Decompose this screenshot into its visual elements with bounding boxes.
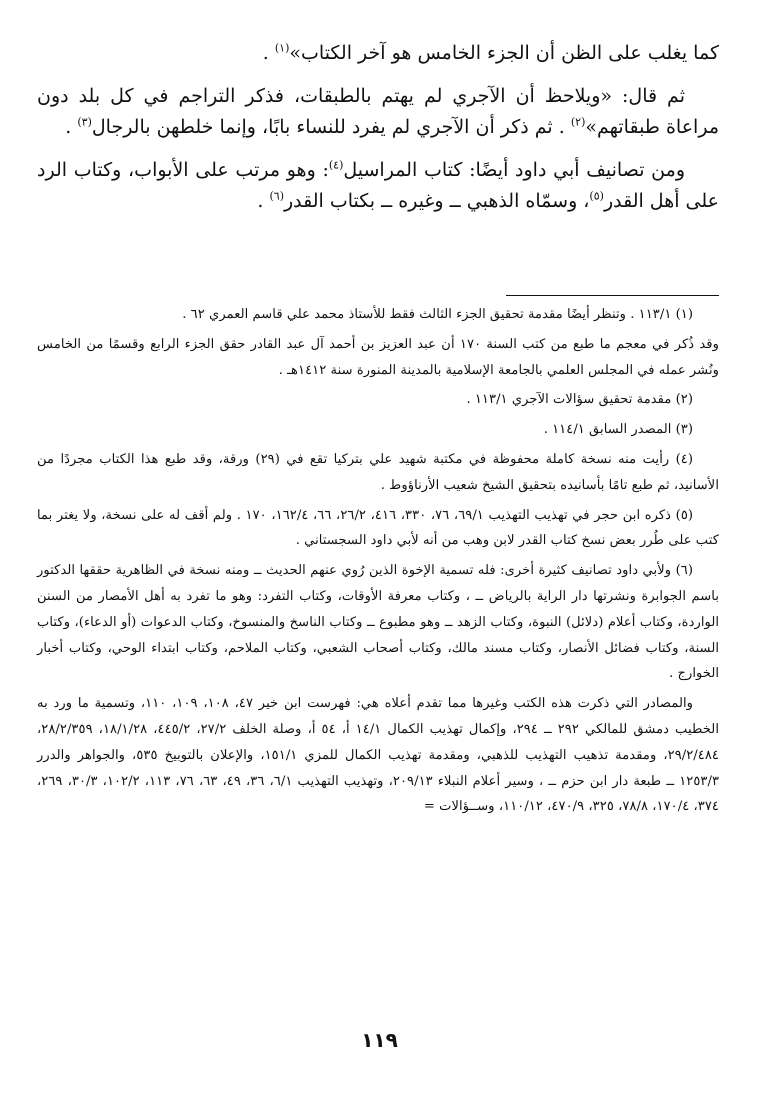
main-paragraph-3: ومن تصانيف أبي داود أيضًا: كتاب المراسيل$^{(٤)}$: وهو مرتب على الأبواب، وكتاب الرد على أهل القدر$^{(٥)}$، وسمّاه الذهبي ــ وغيره ــ بكتاب القدر$^{(٦)}$ . — [37, 158, 719, 212]
footnote-separator — [506, 295, 719, 296]
footnote-1: (١) ١١٣/١ . وتنظر أيضًا مقدمة تحقيق الجزء الثالث فقط للأستاذ محمد علي قاسم العمري ٦٢ . — [182, 307, 693, 322]
footnote-reference-marker: (٣) — [77, 115, 92, 129]
page-number: ١١٩ — [361, 1028, 398, 1052]
main-paragraph-2: ثم قال: «ويلاحظ أن الآجري لم يهتم بالطبقات، فذكر التراجم في كل بلد دون مراعاة طبقاتهم»$^{(٢)}$ . ثم ذكر أن الآجري لم يفرد للنساء بابًا، وإنما خلطهن بالرجال$^{(٣)}$ . — [37, 85, 719, 138]
footnote-5: (٥) ذكره ابن حجر في تهذيب التهذيب ٦٩/١، ٧٦، ٣٣٠، ٤١٦، ٢٦/٢، ٦٦، ١٦٢/٤، ١٧٠ . ولم أقف له على نسخة، ولا يغتر بما كتب على طُرر بعض نسخ كتاب القدر لابن وهب من أنه لأبي داود السجستاني . — [37, 507, 719, 549]
footnote-3: (٣) المصدر السابق ١١٤/١ . — [543, 422, 693, 438]
footnote-reference-marker: (٤) — [328, 158, 344, 172]
footnote-6: (٦) ولأبي داود تصانيف كثيرة أخرى: فله تسمية الإخوة الذين رُوي عنهم الحديث ــ ومنه نسخة في الظاهرية حققها الدكتور باسم الجوابرة ونشرتها دار الراية بالرياض ــ ، وكتاب معرفة الأوقات، وكتاب التفرد: وهو ما تفرد به أهل الأمصار من السنن الواردة، وكتاب أعلام (دلائل) النبوة، وكتاب الزهد ــ وهو مطبوع ــ وكتاب الناسخ والمنسوخ، وكتاب الدعوات (أو الدعاء)، وكتاب السنة، وكتاب فضائل الأنصار، وكتاب مسند مالك، وكتاب أصحاب الشعبي، وكتاب الملاحم، وكتاب ابتداء الوحي، وكتاب أخبار الخوارج . — [37, 563, 719, 682]
main-text — [37, 38, 719, 229]
footnotes — [37, 302, 719, 824]
main-paragraph-1: كما يغلب على الظن أن الجزء الخامس هو آخر الكتاب»$^{(١)}$ . — [262, 41, 719, 64]
footnote-2: (٢) مقدمة تحقيق سؤالات الآجري ١١٣/١ . — [466, 392, 693, 408]
footnote-reference-marker: (٥) — [589, 189, 604, 203]
footnote-4: (٤) رأيت منه نسخة كاملة محفوظة في مكتبة شهيد علي بتركيا تقع في (٢٩) ورقة، وقد طبع هذا الكتاب مجردًا من الأسانيد، ثم طبع تامًا بأسانيده بتحقيق الشيخ شعيب الأرناؤوط . — [37, 451, 719, 493]
footnote-reference-marker: (١) — [274, 41, 290, 55]
footnote-reference-marker: (٢) — [570, 115, 586, 129]
footnote-6-sources: والمصادر التي ذكرت هذه الكتب وغيرها مما تقدم أعلاه هي: فهرست ابن خير ٤٧، ١٠٨، ١٠٩، ١١٠، وتسمية ما ورد به الخطيب دمشق للمالكي ٢٩٢ ــ ٢٩٤، وإكمال تهذيب الكمال ١٤/١ أ، ٥٤ أ، وصلة الخلف ٢٧/٢، ٤٤٥/٢، ١٨/١/٢٨، ٢٨/٢/٣٥٩، ٢٩/٢/٤٨٤، ومقدمة تذهيب التهذيب للذهبي، ومقدمة تهذيب الكمال للمزي ١٥١/١، والإعلان بالتوبيخ ٥٣٥، والجواهر والدرر ١٢٥٣/٣ ــ طبعة دار ابن حزم ــ ، وسير أعلام النبلاء ٢٠٩/١٣، وتهذيب التهذيب ٦/١، ٣٦، ٤٩، ٦٣، ٧٦، ١١٣، ١٠٢/٢، ٣٠/٣، ٢٦٩، ٣٧٤، ١٧٠/٤، ٧٨/٨، ٣٢٥، ٤٧٠/٩، ١١٠/١٢، وســؤالات = — [37, 696, 720, 815]
footnote-1-continued: وقد ذُكر في معجم ما طبع من كتب السنة ١٧٠ أن عبد العزيز بن أحمد آل عبد القادر حقق الجزء الرابع وقسمًا من الخامس ونُشر عمله في المجلس العلمي بالجامعة الإسلامية بالمدينة المنورة سنة ١٤١٢هـ . — [37, 336, 719, 378]
footnote-reference-marker: (٦) — [269, 189, 284, 203]
